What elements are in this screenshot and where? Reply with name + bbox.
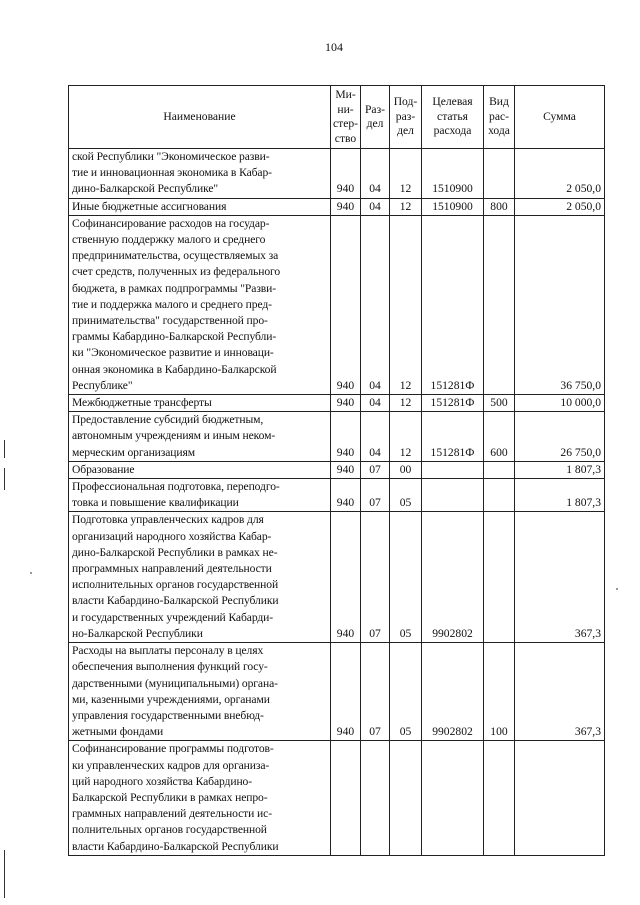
row-name: Предоставление субсидий бюджетным, автономным учреждениям и иным неком- мерческим организациям — [69, 412, 331, 462]
row-ministry: 940 — [331, 215, 361, 394]
row-target: 9902802 — [422, 512, 484, 643]
table-row — [69, 149, 605, 199]
row-ministry — [331, 741, 361, 855]
budget-table — [68, 85, 605, 856]
row-name: Образование — [69, 461, 331, 478]
row-section: 04 — [361, 395, 390, 412]
row-type — [484, 461, 515, 478]
row-section: 07 — [361, 643, 390, 741]
row-name: Софинансирование программы подготов- ки управленческих кадров для организа- ций народного хозяйства Кабардино- Балкарской Республики в рамках непро- граммных направлений деятельности ис- полнительных органов государственной власти Кабардино-Балкарской Республики — [69, 741, 331, 855]
header-type: Вид рас- хода — [484, 86, 515, 149]
page-number: 104 — [325, 40, 343, 54]
row-target: 151281Ф — [422, 412, 484, 462]
table-row — [69, 512, 605, 643]
row-sum: 2 050,0 — [515, 149, 605, 199]
row-ministry: 940 — [331, 643, 361, 741]
row-type — [484, 215, 515, 394]
header-ministry: Ми- ни- стер- ство — [331, 86, 361, 149]
row-type: 600 — [484, 412, 515, 462]
row-ministry: 940 — [331, 479, 361, 512]
row-section: 04 — [361, 412, 390, 462]
header-target: Целевая статья расхода — [422, 86, 484, 149]
row-sum: 26 750,0 — [515, 412, 605, 462]
row-subsection: 05 — [390, 479, 422, 512]
row-subsection: 12 — [390, 149, 422, 199]
row-subsection: 05 — [390, 643, 422, 741]
row-target — [422, 479, 484, 512]
row-sum: 2 050,0 — [515, 198, 605, 215]
row-section: 07 — [361, 479, 390, 512]
table-row — [69, 461, 605, 478]
row-sum: 1 807,3 — [515, 479, 605, 512]
row-sum — [515, 741, 605, 855]
row-subsection — [390, 741, 422, 855]
row-target: 9902802 — [422, 643, 484, 741]
row-ministry: 940 — [331, 395, 361, 412]
row-ministry: 940 — [331, 412, 361, 462]
row-sum: 367,3 — [515, 512, 605, 643]
row-name: Расходы на выплаты персоналу в целях обеспечения выполнения функций госу- дарственными (муниципальными) органа- ми, казенными учреждениями, органами управления государственными внебюд- жетными фондами — [69, 643, 331, 741]
row-target: 151281Ф — [422, 395, 484, 412]
row-subsection: 12 — [390, 198, 422, 215]
row-type — [484, 479, 515, 512]
table-row — [69, 215, 605, 394]
row-name: Софинансирование расходов на государ- ственную поддержку малого и среднего предпринимательства, осуществляемых за счет средств, полученных из федерального бюджета, в рамках подпрограммы "Разви- тие и поддержка малого и среднего пред- принимательства" государственной про- граммы Кабардино-Балкарской Республи- ки "Экономическое развитие и инноваци- онная экономика в Кабардино-Балкарской Республике" — [69, 215, 331, 394]
row-section: 04 — [361, 149, 390, 199]
table-row — [69, 479, 605, 512]
table-row — [69, 412, 605, 462]
row-type — [484, 741, 515, 855]
row-subsection: 12 — [390, 215, 422, 394]
row-type: 500 — [484, 395, 515, 412]
row-ministry: 940 — [331, 198, 361, 215]
scan-speck — [30, 572, 32, 574]
row-subsection: 12 — [390, 395, 422, 412]
row-name: Профессиональная подготовка, переподго- товка и повышение квалификации — [69, 479, 331, 512]
header-name: Наименование — [69, 86, 331, 149]
table-row — [69, 395, 605, 412]
row-section: 07 — [361, 461, 390, 478]
row-section: 07 — [361, 512, 390, 643]
margin-mark — [4, 440, 5, 458]
row-ministry: 940 — [331, 512, 361, 643]
table-row — [69, 198, 605, 215]
table-header-row — [69, 86, 605, 149]
row-ministry: 940 — [331, 461, 361, 478]
row-sum: 1 807,3 — [515, 461, 605, 478]
row-section: 04 — [361, 215, 390, 394]
row-type — [484, 512, 515, 643]
row-sum: 367,3 — [515, 643, 605, 741]
table-row — [69, 741, 605, 855]
row-target: 1510900 — [422, 198, 484, 215]
margin-mark — [4, 850, 5, 898]
margin-mark — [4, 468, 5, 490]
row-target: 151281Ф — [422, 215, 484, 394]
header-sum: Сумма — [515, 86, 605, 149]
row-type — [484, 149, 515, 199]
row-sum: 36 750,0 — [515, 215, 605, 394]
row-name: ской Республики "Экономическое разви- тие и инновационная экономика в Кабар- дино-Балкарской Республике" — [69, 149, 331, 199]
row-target: 1510900 — [422, 149, 484, 199]
header-subsection: Под- раз- дел — [390, 86, 422, 149]
row-target — [422, 741, 484, 855]
row-subsection: 12 — [390, 412, 422, 462]
row-section — [361, 741, 390, 855]
row-sum: 10 000,0 — [515, 395, 605, 412]
row-section: 04 — [361, 198, 390, 215]
row-target — [422, 461, 484, 478]
row-name: Подготовка управленческих кадров для организаций народного хозяйства Кабар- дино-Балкарской Республики в рамках не- программных направлений деятельности исполнительных органов государственной власти Кабардино-Балкарской Республики и государственных учреждений Кабарди- но-Балкарской Республики — [69, 512, 331, 643]
row-subsection: 05 — [390, 512, 422, 643]
row-type: 800 — [484, 198, 515, 215]
header-section: Раз- дел — [361, 86, 390, 149]
row-name: Межбюджетные трансферты — [69, 395, 331, 412]
table-row — [69, 643, 605, 741]
row-subsection: 00 — [390, 461, 422, 478]
row-name: Иные бюджетные ассигнования — [69, 198, 331, 215]
row-ministry: 940 — [331, 149, 361, 199]
row-type: 100 — [484, 643, 515, 741]
scan-speck — [616, 588, 618, 590]
